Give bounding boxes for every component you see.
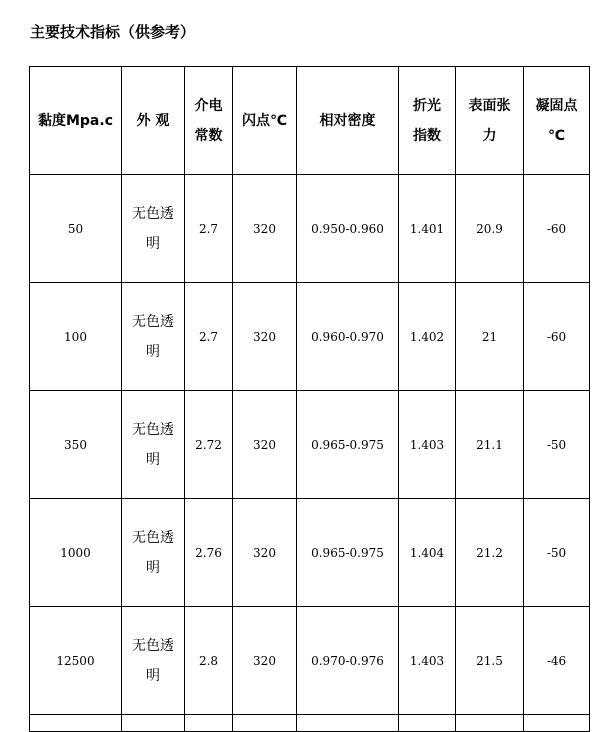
table-row xyxy=(30,607,590,715)
cell-dielectric-constant: 2.7 xyxy=(185,283,233,391)
cell-refractive-index: 1.402 xyxy=(399,283,456,391)
cell-flash-point: 320 xyxy=(233,607,297,715)
cell-refractive-index: 1.401 xyxy=(399,175,456,283)
cell-surface-tension: 21.2 xyxy=(456,499,524,607)
empty-cell xyxy=(233,715,297,732)
cell-appearance: 无色透明 xyxy=(122,607,185,715)
column-header-appearance: 外 观 xyxy=(122,67,185,175)
cell-surface-tension: 21.1 xyxy=(456,391,524,499)
table-header-row xyxy=(30,67,590,175)
column-header-relative-density: 相对密度 xyxy=(297,67,399,175)
cell-refractive-index: 1.404 xyxy=(399,499,456,607)
column-header-refractive-index: 折光指数 xyxy=(399,67,456,175)
cell-relative-density: 0.965-0.975 xyxy=(297,499,399,607)
cell-appearance: 无色透明 xyxy=(122,499,185,607)
page-title: 主要技术指标（供参考） xyxy=(30,23,196,41)
cell-viscosity: 50 xyxy=(30,175,122,283)
cell-relative-density: 0.965-0.975 xyxy=(297,391,399,499)
cell-refractive-index: 1.403 xyxy=(399,607,456,715)
cell-relative-density: 0.970-0.976 xyxy=(297,607,399,715)
cell-flash-point: 320 xyxy=(233,499,297,607)
column-header-flash-point: 闪点℃ xyxy=(233,67,297,175)
cell-viscosity: 350 xyxy=(30,391,122,499)
cell-viscosity: 100 xyxy=(30,283,122,391)
cell-dielectric-constant: 2.76 xyxy=(185,499,233,607)
cell-freezing-point: -46 xyxy=(524,607,590,715)
table-row xyxy=(30,391,590,499)
cell-relative-density: 0.950-0.960 xyxy=(297,175,399,283)
table-row xyxy=(30,499,590,607)
cell-dielectric-constant: 2.8 xyxy=(185,607,233,715)
cell-surface-tension: 21.5 xyxy=(456,607,524,715)
table-row xyxy=(30,175,590,283)
cell-freezing-point: -50 xyxy=(524,391,590,499)
empty-cell xyxy=(297,715,399,732)
cell-surface-tension: 20.9 xyxy=(456,175,524,283)
table-row xyxy=(30,283,590,391)
cell-surface-tension: 21 xyxy=(456,283,524,391)
empty-cell xyxy=(399,715,456,732)
cell-flash-point: 320 xyxy=(233,175,297,283)
spec-table xyxy=(29,66,590,732)
table-row-cut-off xyxy=(30,715,590,732)
cell-freezing-point: -60 xyxy=(524,175,590,283)
column-header-freezing-point: 凝固点 ℃ xyxy=(524,67,590,175)
cell-viscosity: 1000 xyxy=(30,499,122,607)
cell-dielectric-constant: 2.7 xyxy=(185,175,233,283)
empty-cell xyxy=(30,715,122,732)
empty-cell xyxy=(185,715,233,732)
column-header-viscosity: 黏度Mpa.c xyxy=(30,67,122,175)
cell-freezing-point: -60 xyxy=(524,283,590,391)
cell-relative-density: 0.960-0.970 xyxy=(297,283,399,391)
cell-flash-point: 320 xyxy=(233,391,297,499)
empty-cell xyxy=(122,715,185,732)
empty-cell xyxy=(456,715,524,732)
empty-cell xyxy=(524,715,590,732)
column-header-dielectric-constant: 介电常数 xyxy=(185,67,233,175)
cell-refractive-index: 1.403 xyxy=(399,391,456,499)
cell-freezing-point: -50 xyxy=(524,499,590,607)
cell-flash-point: 320 xyxy=(233,283,297,391)
cell-appearance: 无色透明 xyxy=(122,175,185,283)
cell-viscosity: 12500 xyxy=(30,607,122,715)
cell-dielectric-constant: 2.72 xyxy=(185,391,233,499)
cell-appearance: 无色透明 xyxy=(122,391,185,499)
column-header-surface-tension: 表面张力 xyxy=(456,67,524,175)
cell-appearance: 无色透明 xyxy=(122,283,185,391)
